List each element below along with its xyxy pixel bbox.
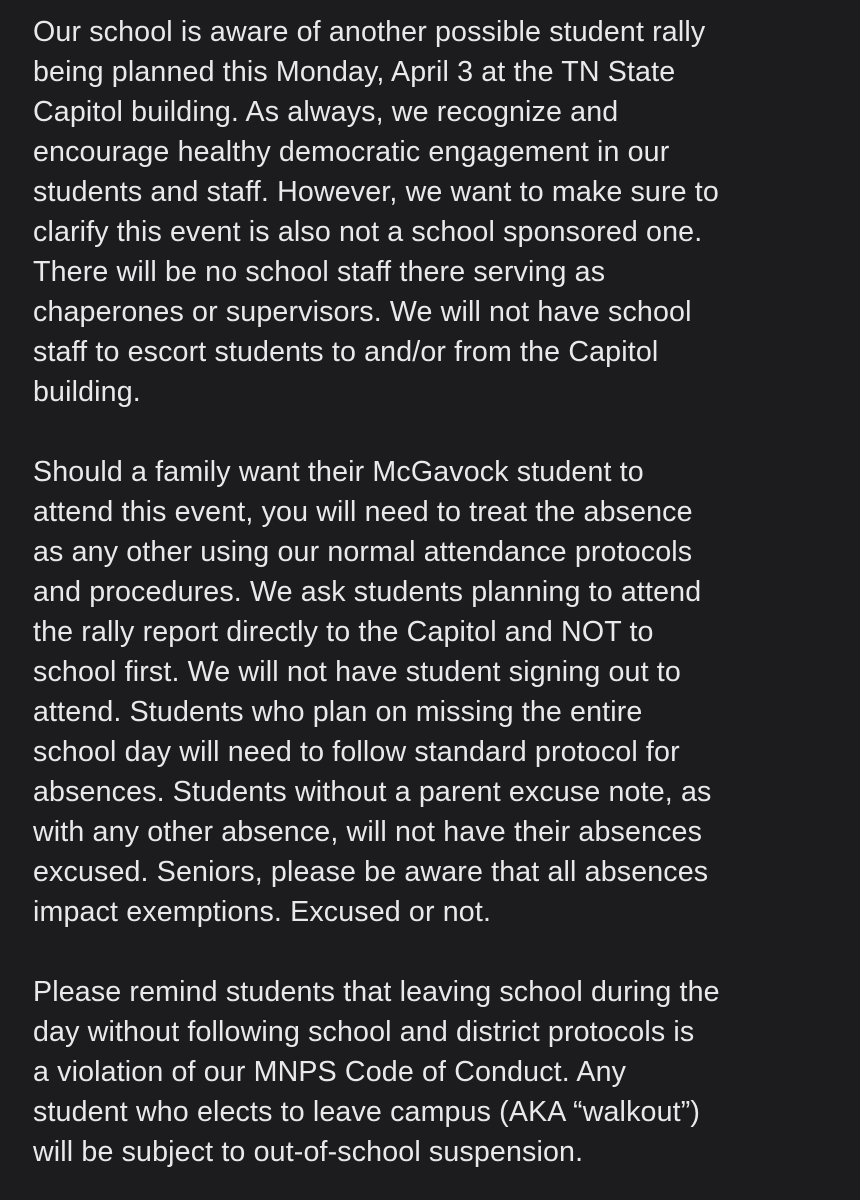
paragraph-attendance-policy: Should a family want their McGavock student to attend this event, you will need to treat the absence as any other using our normal attendance protocols and procedures. We ask students planning to attend the rally report directly to the Capitol and NOT to school first. We will not have student signing out to attend. Students who plan on missing the entire school day will need to follow standard protocol for absences. Students without a parent excuse note, as with any other absence, will not have their absences excused. Seniors, please be aware that all absences impact exemptions. Excused or not. bbox=[33, 456, 712, 928]
paragraph-code-of-conduct: Please remind students that leaving school during the day without following school and district protocols is a violation of our MNPS Code of Conduct. Any student who elects to leave campus (AKA “walkout”) will be subject to out-of-school suspension. bbox=[33, 976, 720, 1168]
paragraph-rally-notice: Our school is aware of another possible student rally being planned this Monday, April 3 at the TN State Capitol building. As always, we recognize and encourage healthy democratic engagement in our students and staff. However, we want to make sure to clarify this event is also not a school sponsored one. There will be no school staff there serving as chaperones or supervisors. We will not have school staff to escort students to and/or from the Capitol building. bbox=[33, 16, 719, 408]
paragraph-spacer bbox=[33, 412, 840, 452]
paragraph-spacer bbox=[33, 932, 840, 972]
